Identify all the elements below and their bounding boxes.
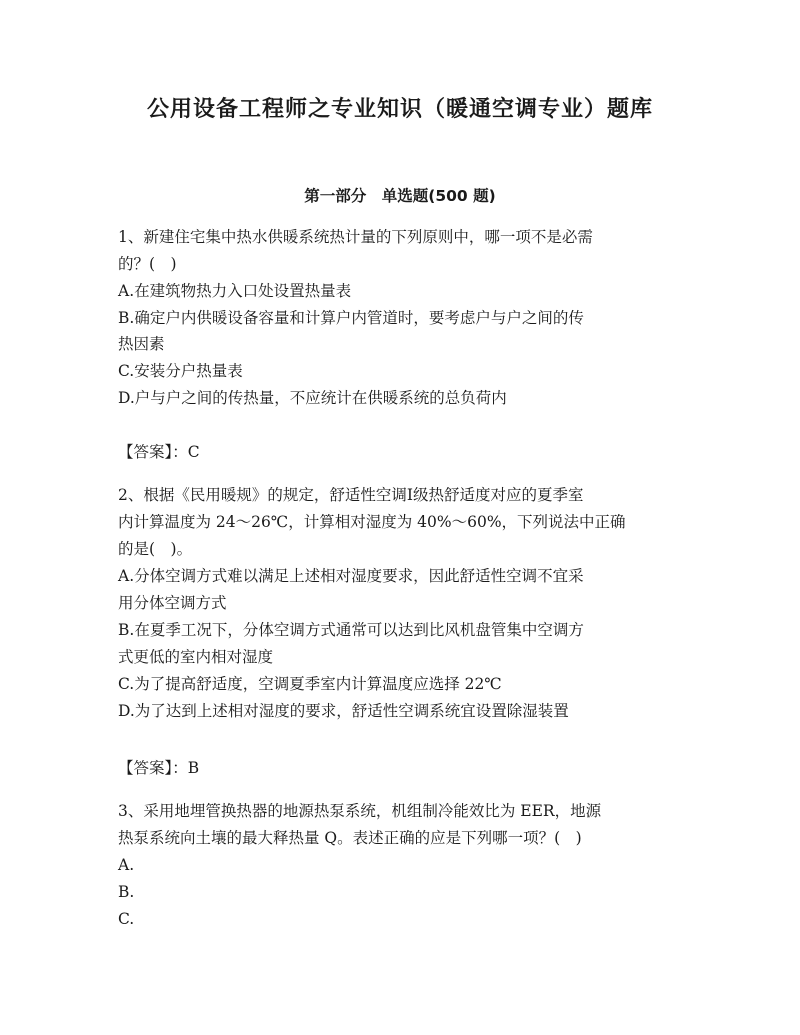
question-3-option-a: A.	[118, 856, 135, 874]
question-2-option-c: C.为了提高舒适度，空调夏季室内计算温度应选择 22℃	[118, 675, 502, 693]
question-1-option-c: C.安装分户热量表	[118, 362, 243, 380]
document-title: 公用设备工程师之专业知识（暖通空调专业）题库	[146, 97, 653, 122]
question-2-option-d: D.为了达到上述相对湿度的要求，舒适性空调系统宜设置除湿装置	[118, 702, 569, 720]
question-2-answer: 【答案】：B	[118, 759, 200, 777]
question-2-option-b-line-1: B.在夏季工况下，分体空调方式通常可以达到比风机盘管集中空调方	[118, 621, 584, 639]
question-2-option-b-line-2: 式更低的室内相对湿度	[118, 648, 274, 666]
section-heading: 第一部分 单选题(500 题)	[304, 187, 496, 205]
question-3-option-c: C.	[118, 910, 135, 928]
question-1-option-d: D.户与户之间的传热量，不应统计在供暖系统的总负荷内	[118, 389, 507, 407]
question-2-stem-line-2: 内计算温度为 24～26℃，计算相对湿度为 40%～60%，下列说法中正确	[118, 513, 626, 531]
question-3-option-b: B.	[118, 883, 135, 901]
question-1-answer: 【答案】：C	[118, 443, 200, 461]
question-2-option-a-line-2: 用分体空调方式	[118, 594, 227, 612]
question-3-stem-line-2: 热泵系统向土壤的最大释热量 Q。表述正确的应是下列哪一项？( )	[118, 829, 582, 847]
question-2-option-a-line-1: A.分体空调方式难以满足上述相对湿度要求，因此舒适性空调不宜采	[118, 567, 584, 585]
question-2-stem-line-3: 的是( )。	[118, 540, 193, 558]
question-1-stem-line-2: 的？( )	[118, 255, 177, 273]
question-1-stem-line-1: 1、新建住宅集中热水供暖系统热计量的下列原则中，哪一项不是必需	[118, 228, 593, 246]
question-3-stem-line-1: 3、采用地埋管换热器的地源热泵系统，机组制冷能效比为 EER，地源	[118, 802, 602, 820]
question-1-option-b-line-2: 热因素	[118, 335, 165, 353]
question-2-stem-line-1: 2、根据《民用暖规》的规定，舒适性空调Ⅰ级热舒适度对应的夏季室	[118, 486, 584, 504]
question-1-option-a: A.在建筑物热力入口处设置热量表	[118, 282, 352, 300]
question-1-option-b-line-1: B.确定户内供暖设备容量和计算户内管道时，要考虑户与户之间的传	[118, 309, 584, 327]
